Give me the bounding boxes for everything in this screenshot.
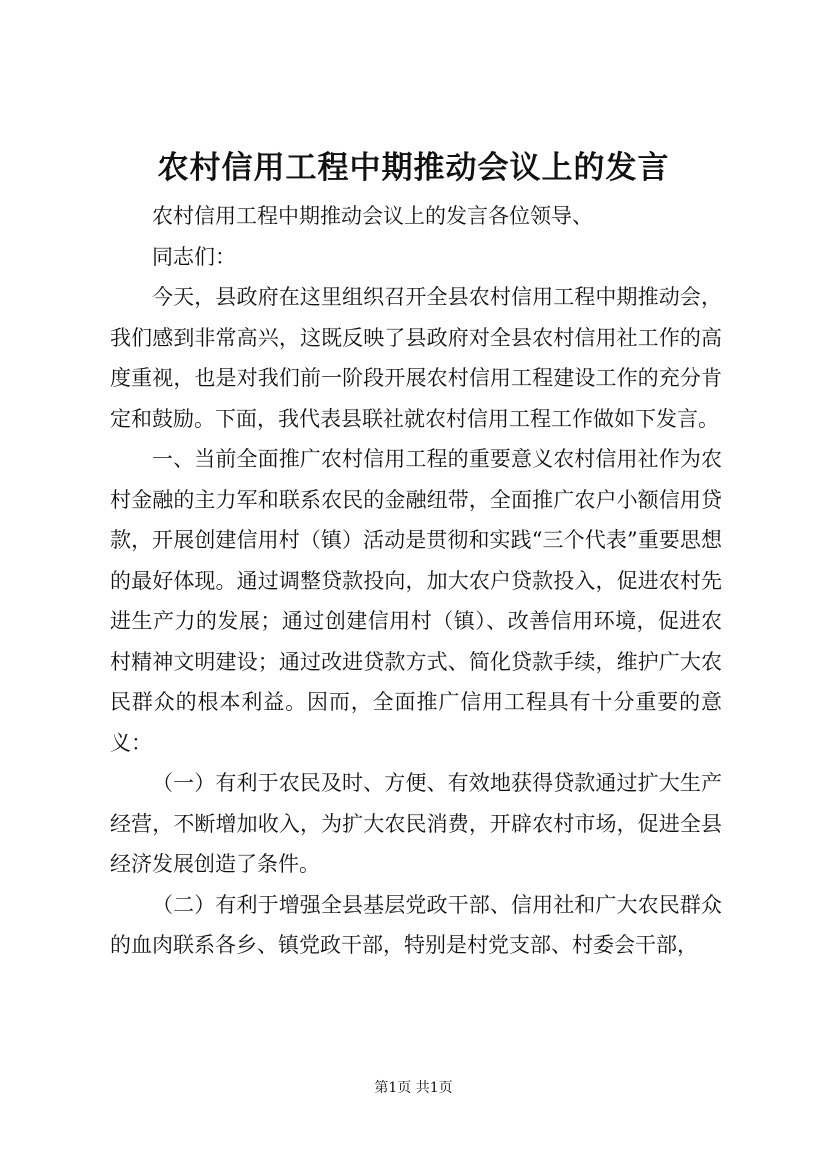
paragraph: 一、当前全面推广农村信用工程的重要意义农村信用社作为农村金融的主力军和联系农民的金融纽带，全面推广农户小额信用贷款，开展创建信用村（镇）活动是贯彻和实践“三个代表”重要思想的最好体现。通过调整贷款投向，加大农户贷款投入，促进农村先进生产力的发展；通过创建信用村（镇）、改善信用环境，促进农村精神文明建设；通过改进贷款方式、简化贷款手续，维护广大农民群众的根本利益。因而，全面推广信用工程具有十分重要的意义： bbox=[110, 447, 722, 755]
paragraph: 同志们： bbox=[152, 244, 236, 269]
document-body bbox=[110, 196, 722, 966]
paragraph: 农村信用工程中期推动会议上的发言各位领导、 bbox=[152, 204, 593, 228]
document-title: 农村信用工程中期推动会议上的发言 bbox=[157, 150, 670, 186]
page-footer: 第1页 共1页 bbox=[374, 1080, 453, 1096]
paragraph: （一）有利于农民及时、方便、有效地获得贷款通过扩大生产经营，不断增加收入，为扩大农民消费，开辟农村市场，促进全县经济发展创造了条件。 bbox=[110, 771, 722, 876]
paragraph: 今天，县政府在这里组织召开全县农村信用工程中期推动会，我们感到非常高兴，这既反映了县政府对全县农村信用社工作的高度重视，也是对我们前一阶段开展农村信用工程建设工作的充分肯定和鼓励。下面，我代表县联社就农村信用工程工作做如下发言。 bbox=[110, 285, 722, 431]
paragraph: （二）有利于增强全县基层党政干部、信用社和广大农民群众的血肉联系各乡、镇党政干部，特别是村党支部、村委会干部， bbox=[110, 892, 722, 957]
